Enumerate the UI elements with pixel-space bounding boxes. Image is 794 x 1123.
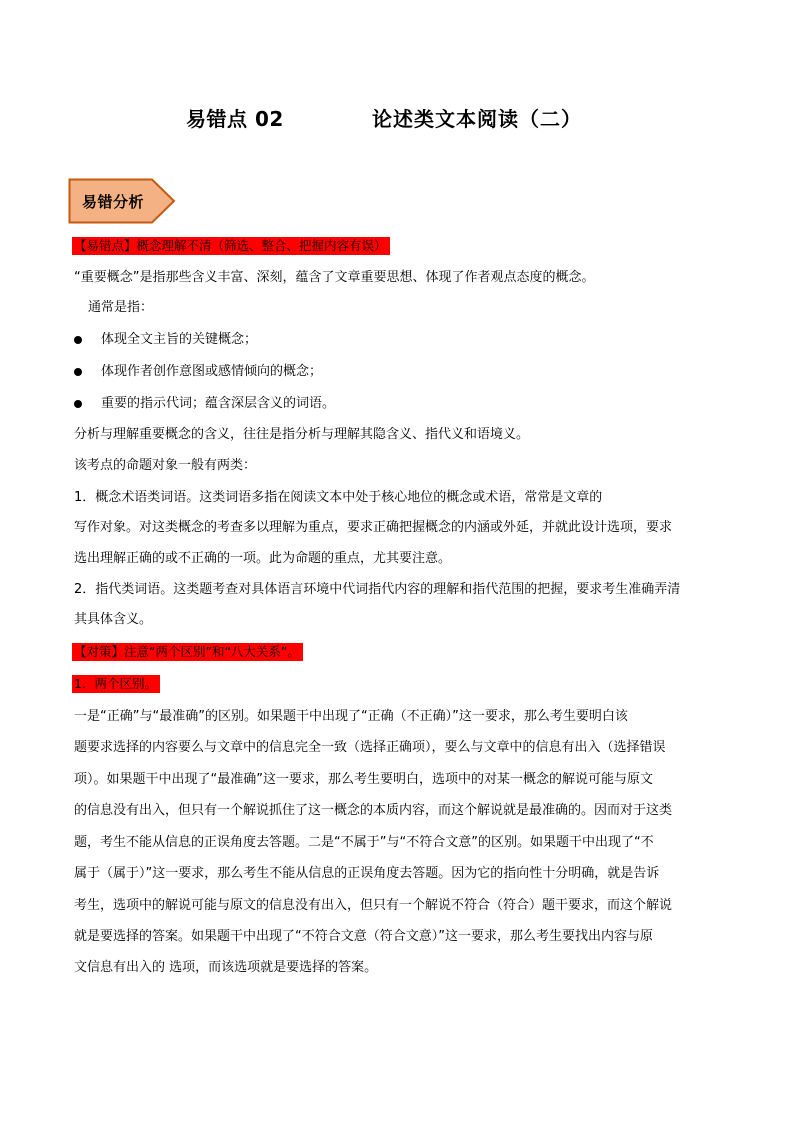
body-line: 项）。如果题干中出现了“最准确”这一要求，那么考生要明白，选项中的对某一概念的解说可能与原文 <box>74 772 653 787</box>
analysis-sentence: 分析与理解重要概念的含义，往往是指分析与理解其隐含义、指代义和语境义。 <box>74 427 530 442</box>
bullet-item: 体现全文主旨的关键概念； <box>101 332 258 347</box>
bullet-dot <box>74 400 82 408</box>
bullet-dot <box>74 336 82 344</box>
body-line: 文信息有出入的 选项，而该选项就是要选择的答案。 <box>74 960 378 975</box>
item-2-line: 其具体含义。 <box>74 612 153 627</box>
two-kinds-sentence: 该考点的命题对象一般有两类： <box>74 458 257 473</box>
bullet-item: 重要的指示代词；蕴含深层含义的词语。 <box>101 396 336 411</box>
item-2-line: 2．指代类词语。这类题考查对具体语言环境中代词指代内容的理解和指代范围的把握，要求考生准确弄清 <box>74 582 681 597</box>
item-1-line: 选出理解正确的或不正确的一项。此为命题的重点，尤其要注意。 <box>74 551 452 566</box>
body-line: 就是要选择的答案。如果题干中出现了“不符合文意（符合文意）”这一要求，那么考生要找出内容与原 <box>74 929 653 944</box>
body-line: 题要求选择的内容要么与文章中的信息完全一致（选择正确项），要么与文章中的信息有出入（选择错误 <box>74 740 666 755</box>
item-1-line: 1．概念术语类词语。这类词语多指在阅读文本中处于核心地位的概念或术语，常常是文章的 <box>74 490 603 505</box>
error-point-label: 【易错点】概念理解不清（筛选、整合、把握内容有误） <box>72 237 390 255</box>
body-line: 考生，选项中的解说可能与原文的信息没有出入，但只有一个解说不符合（符合）题干要求，而这个解说 <box>74 898 673 913</box>
countermeasure-label: 【对策】注意“两个区别”和“八大关系”。 <box>72 643 303 661</box>
body-line: 属于（属于）”这一要求，那么考生不能从信息的正误角度去答题。因为它的指向性十分明确，就是告诉 <box>74 866 660 881</box>
body-line: 一是“正确”与“最准确”的区别。如果题干中出现了“正确（不正确）”这一要求，那么考生要明白该 <box>74 709 628 724</box>
item-1-line: 写作对象。对这类概念的考查多以理解为重点，要求正确把握概念的内涵或外延，并就此设计选项，要求 <box>74 520 673 535</box>
bullet-item: 体现作者创作意图或感情倾向的概念； <box>101 364 323 379</box>
page-title <box>0 103 794 133</box>
two-differences-label: 1．两个区别。 <box>72 675 160 693</box>
usually-refers-to: 通常是指： <box>88 300 154 315</box>
section-tag <box>68 178 176 224</box>
section-tag-label: 易错分析 <box>82 193 145 211</box>
body-line: 的信息没有出入，但只有一个解说抓住了这一概念的本质内容，而这个解说就是最准确的。因而对于这类 <box>74 803 673 818</box>
title-topic-name: 论述类文本阅读（二） <box>372 107 582 131</box>
concept-definition: “重要概念”是指那些含义丰富、深刻，蕴含了文章重要思想、体现了作者观点态度的概念。 <box>74 270 595 285</box>
body-line: 题，考生不能从信息的正误角度去答题。二是“不属于”与“不符合文意”的区别。如果题干中出现了“不 <box>74 835 654 850</box>
title-topic-number: 易错点 02 <box>186 107 284 131</box>
bullet-dot <box>74 368 82 376</box>
